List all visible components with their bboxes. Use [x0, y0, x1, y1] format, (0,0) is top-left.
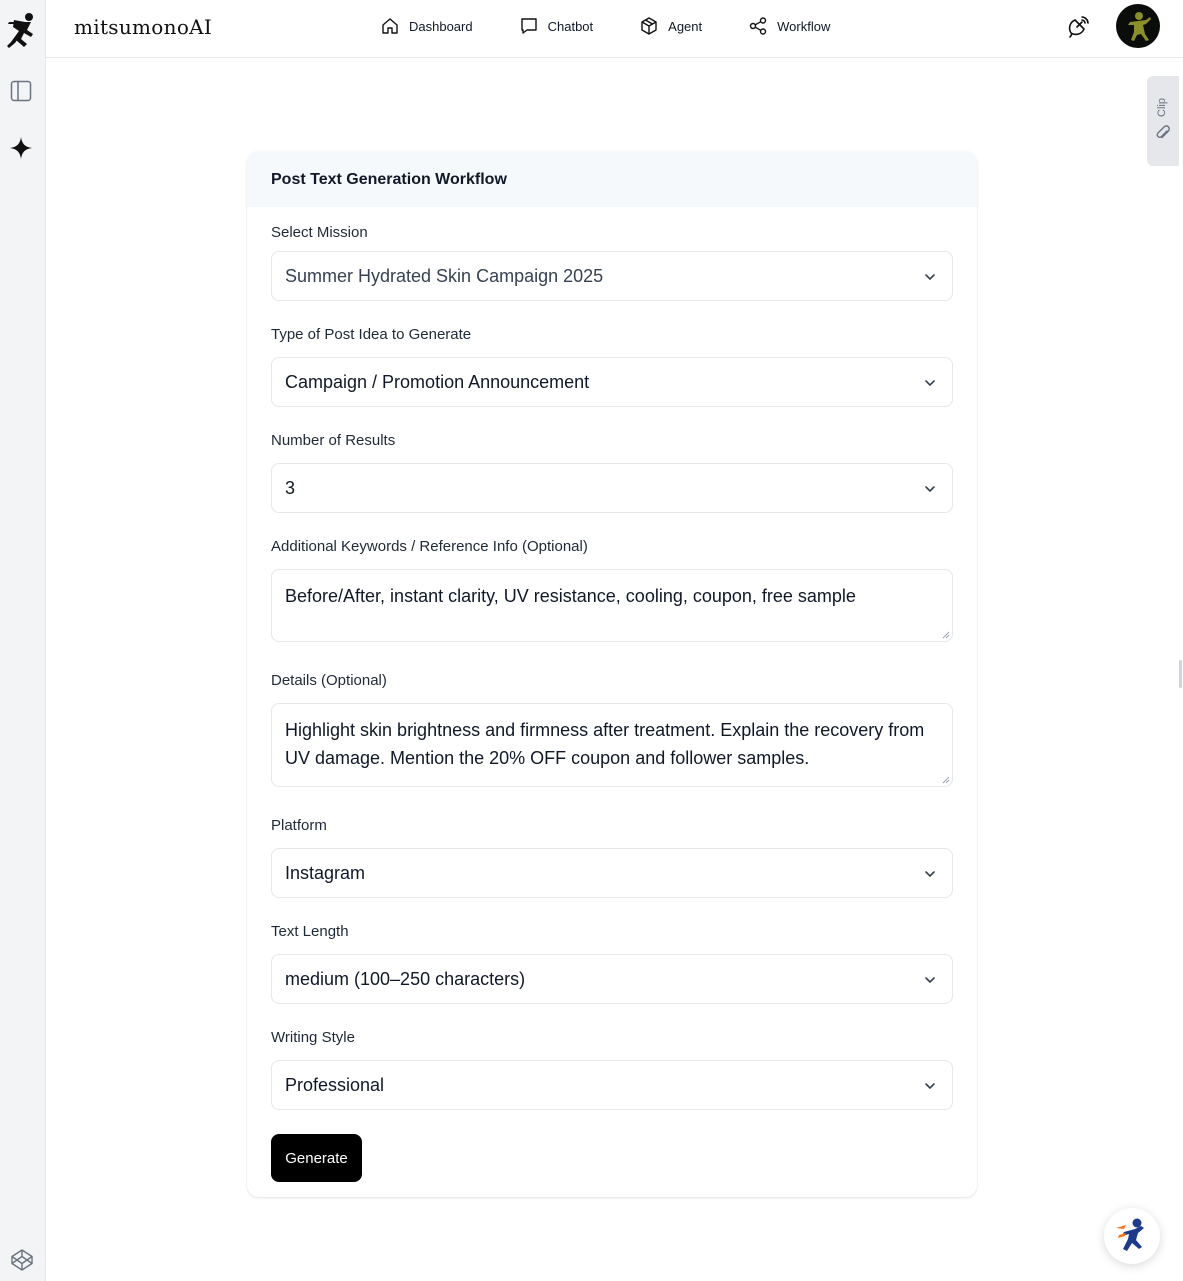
- chevron-down-icon: [922, 375, 938, 391]
- platform-select[interactable]: [271, 848, 953, 898]
- toggle-sidebar-icon[interactable]: [10, 80, 32, 102]
- results-field: [271, 432, 953, 498]
- writing-style-select[interactable]: [271, 1060, 953, 1110]
- resize-grip-icon[interactable]: [941, 630, 950, 639]
- details-value: Highlight skin brightness and firmness after treatment. Explain the recovery from UV damage. Mention the 20% OFF coupon and follower samples.: [285, 720, 925, 768]
- post-type-label: Type of Post Idea to Generate: [271, 326, 472, 343]
- chevron-down-icon: [922, 972, 938, 988]
- text-length-field: [271, 923, 953, 989]
- nav-chatbot[interactable]: [519, 16, 594, 36]
- ninja-mascot-icon: [1104, 1208, 1160, 1264]
- results-label: Number of Results: [271, 432, 396, 449]
- workflow-form-card: [247, 151, 977, 1197]
- codepen-cube-icon[interactable]: [10, 1248, 34, 1272]
- avatar-figure-icon: [1116, 4, 1160, 48]
- keywords-field: [271, 538, 953, 606]
- nav-dashboard-label: Dashboard: [409, 18, 473, 34]
- share-nodes-icon: [748, 16, 768, 36]
- platform-value: Instagram: [285, 862, 366, 883]
- mission-label: Select Mission: [271, 224, 368, 241]
- chevron-down-icon: [922, 1078, 938, 1094]
- chevron-down-icon: [922, 269, 938, 285]
- form-title: Post Text Generation Workflow: [271, 171, 507, 188]
- home-icon: [380, 16, 400, 36]
- details-label: Details (Optional): [271, 672, 387, 689]
- resize-handle[interactable]: [1179, 660, 1182, 688]
- paperclip-icon: [1155, 124, 1171, 142]
- mission-field: [271, 224, 953, 286]
- writing-style-value: Professional: [285, 1074, 385, 1095]
- user-avatar[interactable]: [1116, 4, 1160, 48]
- text-length-label: Text Length: [271, 923, 349, 940]
- brand-name[interactable]: mitsumonoAI: [74, 15, 213, 39]
- writing-style-label: Writing Style: [271, 1029, 355, 1046]
- sparkle-icon[interactable]: [9, 136, 33, 160]
- card-header: [247, 151, 977, 207]
- clip-side-tab[interactable]: [1147, 76, 1179, 166]
- mission-select[interactable]: [271, 251, 953, 301]
- runner-logo-icon[interactable]: [5, 12, 39, 50]
- keywords-label: Additional Keywords / Reference Info (Optional): [271, 538, 588, 555]
- nav-workflow-label: Workflow: [777, 18, 831, 34]
- left-sidebar: [0, 0, 46, 1281]
- resize-grip-icon[interactable]: [941, 775, 950, 784]
- nav-chatbot-label: Chatbot: [547, 18, 594, 34]
- chevron-down-icon: [922, 866, 938, 882]
- keywords-textarea[interactable]: [271, 569, 953, 642]
- chevron-down-icon: [922, 481, 938, 497]
- results-value: 3: [285, 477, 296, 498]
- post-type-select[interactable]: [271, 357, 953, 407]
- post-type-value: Campaign / Promotion Announcement: [285, 371, 590, 392]
- assistant-fab[interactable]: [1104, 1208, 1160, 1264]
- mission-value: Summer Hydrated Skin Campaign 2025: [285, 265, 604, 286]
- nav-dashboard[interactable]: [380, 16, 473, 36]
- main-nav: [380, 0, 876, 52]
- keywords-value: Before/After, instant clarity, UV resistance, cooling, coupon, free sample: [285, 586, 856, 606]
- clip-label: Clip: [1156, 98, 1168, 117]
- details-field: [271, 672, 953, 768]
- chat-bubble-icon: [519, 16, 539, 36]
- nav-agent[interactable]: [639, 16, 702, 36]
- platform-field: [271, 817, 953, 883]
- nav-agent-label: Agent: [668, 18, 703, 34]
- text-length-select[interactable]: [271, 954, 953, 1004]
- top-navbar: [46, 0, 1183, 58]
- post-type-field: [271, 326, 953, 392]
- writing-style-field: [271, 1029, 953, 1095]
- results-select[interactable]: [271, 463, 953, 513]
- generate-button[interactable]: Generate: [271, 1134, 362, 1182]
- cube-icon: [639, 16, 659, 36]
- details-textarea[interactable]: [271, 703, 953, 787]
- platform-label: Platform: [271, 817, 327, 834]
- nav-workflow[interactable]: [748, 16, 830, 36]
- satellite-dish-icon[interactable]: [1066, 14, 1092, 40]
- text-length-value: medium (100–250 characters): [285, 968, 526, 989]
